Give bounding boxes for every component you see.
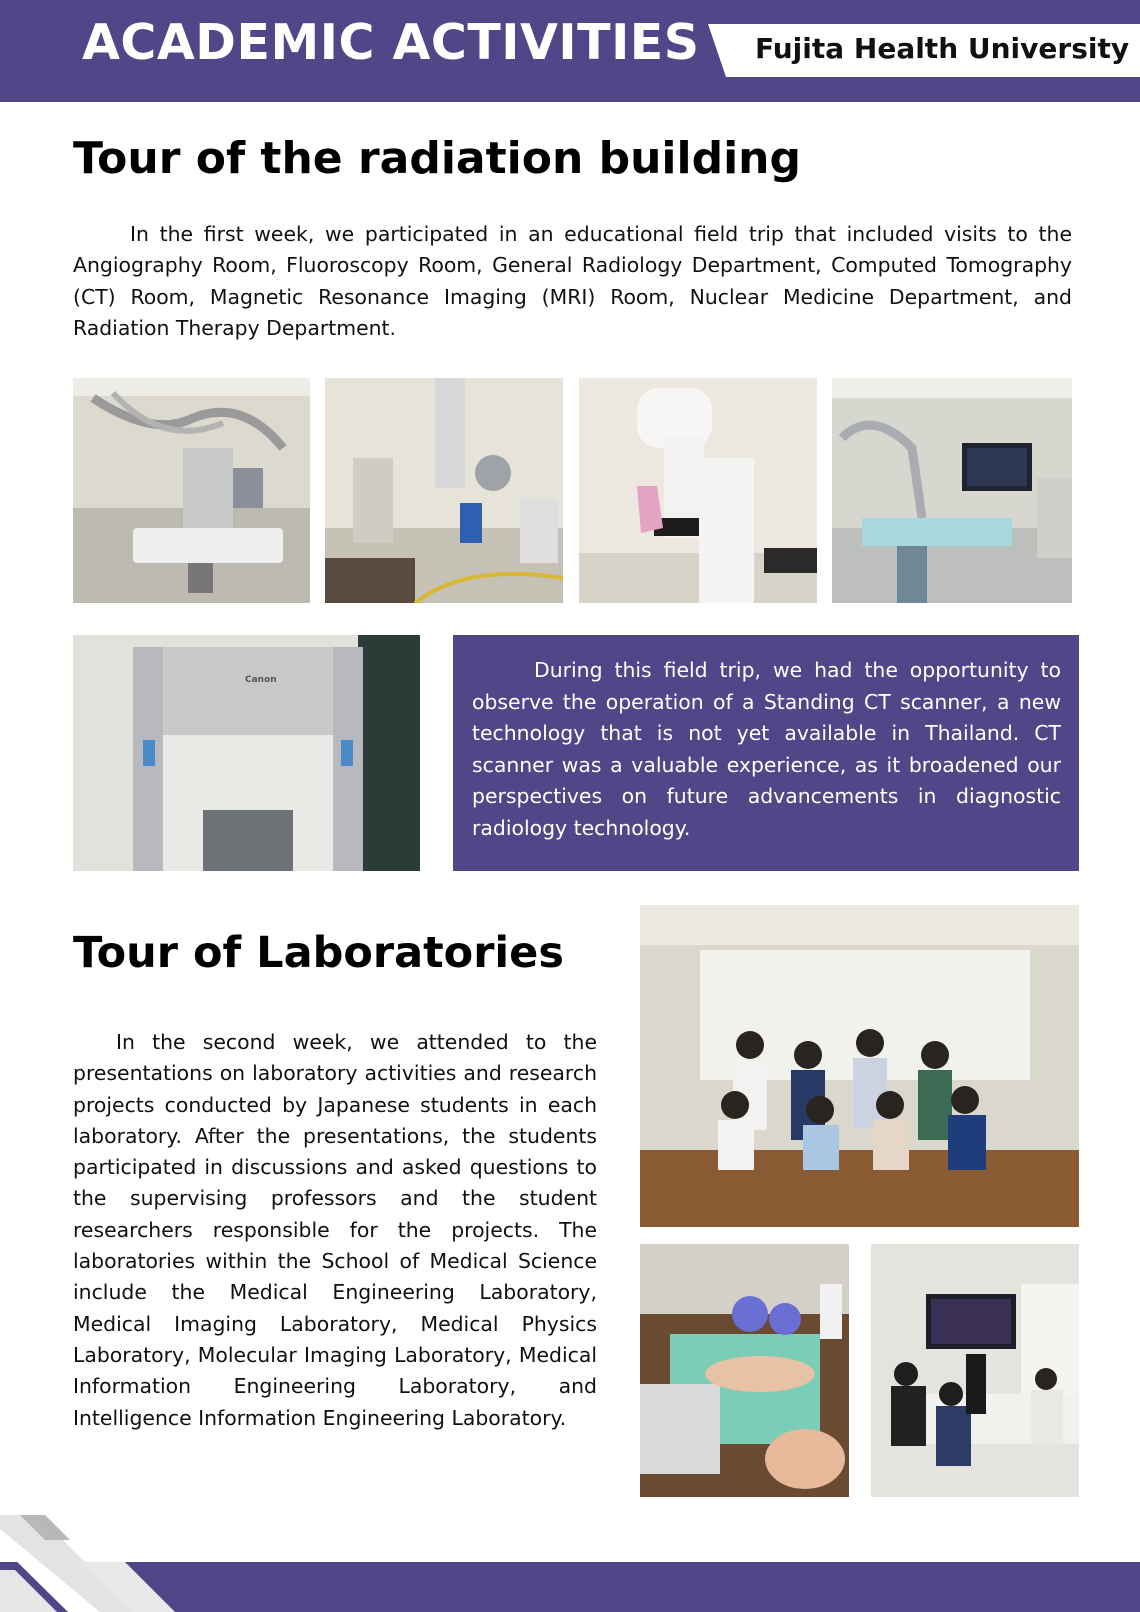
angiography-room-photo bbox=[832, 378, 1072, 603]
standing-ct-callout-text: During this field trip, we had the opportunity to observe the operation of a Standing CT scanner, a new technology that is not yet available in Thailand. CT scanner was a valuable experience, as it broadened our perspectives on future advancements in diagnostic radiology technology. bbox=[472, 658, 1061, 840]
section-title-laboratories: Tour of Laboratories bbox=[73, 928, 564, 978]
injection-practice-photo bbox=[640, 1244, 849, 1497]
section-title-radiation-building: Tour of the radiation building bbox=[73, 133, 801, 184]
university-name: Fujita Health University bbox=[755, 32, 1130, 65]
laboratories-paragraph: In the second week, we attended to the presentations on laboratory activities and research projects conducted by Japanese students in each laboratory. After the presentations, the students participated in discussions and asked questions to the supervising professors and the student researchers responsible for the projects. The laboratories within the School of Medical Science include the Medical Engineering Laboratory, Medical Imaging Laboratory, Medical Physics Laboratory, Molecular Imaging Laboratory, Medical Information Engineering Laboratory, and Intelligence Information Engineering Laboratory. bbox=[73, 1030, 597, 1430]
radiation-building-paragraph: In the first week, we participated in an educational field trip that included visits to the Angiography Room, Fluoroscopy Room, General Radiology Department, Computed Tomography (CT) Room, Magnetic Resonance Imaging (MRI) Room, Nuclear Medicine Department, and Radiation Therapy Department. bbox=[73, 222, 1072, 341]
general-radiology-room-photo bbox=[325, 378, 563, 603]
footer-stripe-decoration bbox=[0, 1515, 210, 1612]
fluoroscopy-room-photo bbox=[73, 378, 310, 603]
computer-laboratory-photo bbox=[871, 1244, 1079, 1497]
mammography-unit-photo bbox=[579, 378, 817, 603]
laboratory-group-photo bbox=[640, 905, 1079, 1227]
scanner-brand-label: Canon bbox=[245, 675, 277, 685]
standing-ct-scanner-photo bbox=[73, 635, 420, 871]
header-title: ACADEMIC ACTIVITIES bbox=[82, 14, 700, 71]
